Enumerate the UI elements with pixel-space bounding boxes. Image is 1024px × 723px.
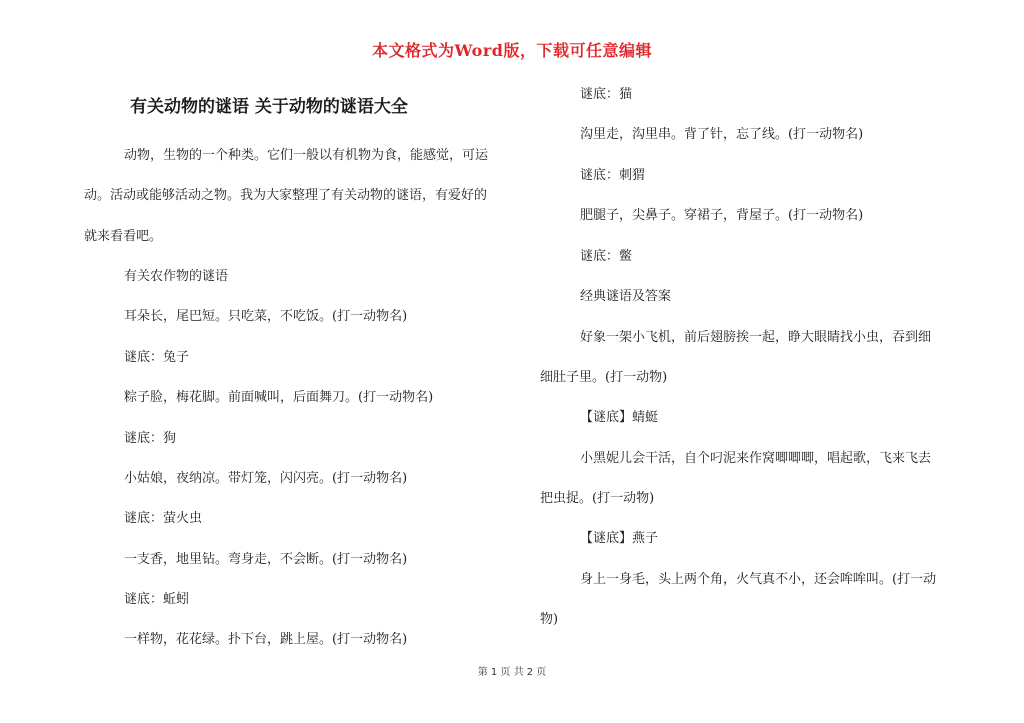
answer-line: 谜底：兔子 (124, 350, 190, 365)
answer-line: 谜底：鳖 (580, 249, 633, 264)
riddle-line: 耳朵长，尾巴短。只吃菜，不吃饭。(打一动物名) (124, 309, 408, 324)
download-note: 本文格式为Word版，下载可任意编辑 (372, 41, 652, 60)
riddle-line: 细肚子里。(打一动物) (540, 370, 668, 385)
riddle-line: 沟里走，沟里串。背了针，忘了线。(打一动物名) (580, 127, 864, 142)
paragraph-line: 动物，生物的一个种类。它们一般以有机物为食，能感觉，可运 (124, 148, 489, 163)
paragraph-line: 就来看看吧。 (84, 229, 163, 244)
riddle-line: 身上一身毛，头上两个角，火气真不小，还会哞哞叫。(打一动 (580, 572, 937, 587)
riddle-line: 物) (540, 612, 559, 627)
riddle-line: 好象一架小飞机，前后翅膀挨一起，睁大眼睛找小虫，吞到细 (580, 330, 932, 345)
answer-line: 【谜底】燕子 (580, 531, 659, 546)
riddle-line: 小黑妮儿会干活，自个叼泥来作窝唧唧唧，唱起歌，飞来飞去 (580, 451, 932, 466)
document-title: 有关动物的谜语 关于动物的谜语大全 (130, 97, 408, 117)
answer-line: 谜底：猫 (580, 87, 633, 102)
answer-line: 【谜底】蜻蜓 (580, 410, 659, 425)
riddle-line: 把虫捉。(打一动物) (540, 491, 655, 506)
riddle-line: 小姑娘，夜纳凉。带灯笼，闪闪亮。(打一动物名) (124, 471, 408, 486)
section-heading: 有关农作物的谜语 (124, 269, 229, 284)
paragraph-line: 动。活动或能够活动之物。我为大家整理了有关动物的谜语，有爱好的 (84, 188, 488, 203)
answer-line: 谜底：狗 (124, 431, 177, 446)
riddle-line: 一样物，花花绿。扑下台，跳上屋。(打一动物名) (124, 632, 408, 647)
page-footer: 第 1 页 共 2 页 (477, 667, 547, 678)
section-heading: 经典谜语及答案 (580, 289, 672, 304)
answer-line: 谜底：蚯蚓 (124, 592, 190, 607)
riddle-line: 粽子脸，梅花脚。前面喊叫，后面舞刀。(打一动物名) (124, 390, 434, 405)
answer-line: 谜底：萤火虫 (124, 511, 203, 526)
answer-line: 谜底：刺猬 (580, 168, 646, 183)
riddle-line: 肥腿子，尖鼻子。穿裙子，背屋子。(打一动物名) (580, 208, 864, 223)
riddle-line: 一支香，地里钻。弯身走，不会断。(打一动物名) (124, 552, 408, 567)
